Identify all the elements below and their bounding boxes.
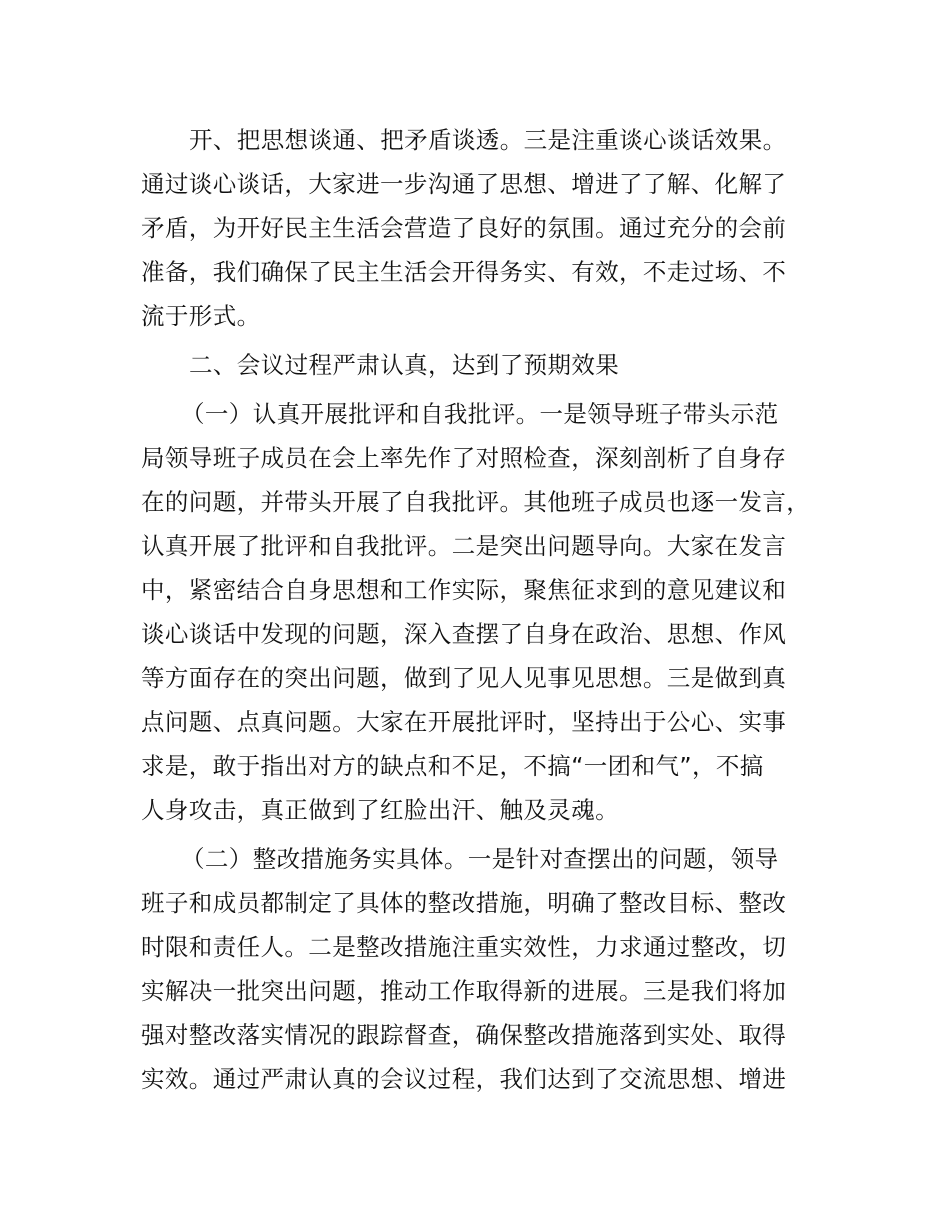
paragraph-line: 谈心谈话中发现的问题，深入查摆了自身在政治、思想、作风 (141, 620, 787, 648)
paragraph-line: 认真开展了批评和自我批评。二是突出问题导向。大家在发言 (141, 532, 787, 560)
paragraph-line: 在的问题，并带头开展了自我批评。其他班子成员也逐一发言， (141, 488, 811, 516)
paragraph-line: 点问题、点真问题。大家在开展批评时，坚持出于公心、实事 (141, 708, 787, 736)
document-body (141, 118, 831, 1101)
paragraph-line: 准备，我们确保了民主生活会开得务实、有效，不走过场、不 (141, 258, 787, 286)
paragraph-line: （二）整改措施务实具体。一是针对查摆出的问题，领导 (181, 845, 779, 873)
paragraph-line: 矛盾，为开好民主生活会营造了良好的氛围。通过充分的会前 (141, 214, 787, 242)
paragraph-line: 开、把思想谈通、把矛盾谈透。三是注重谈心谈话效果。 (189, 126, 787, 154)
paragraph-line: 求是，敢于指出对方的缺点和不足，不搞“一团和气”，不搞 (141, 752, 764, 780)
paragraph-line: 中，紧密结合自身思想和工作实际，聚焦征求到的意见建议和 (141, 576, 787, 604)
paragraph-line: 实解决一批突出问题，推动工作取得新的进展。三是我们将加 (141, 977, 787, 1005)
paragraph-line: 等方面存在的突出问题，做到了见人见事见思想。三是做到真 (141, 664, 787, 692)
section-heading: 二、会议过程严肃认真，达到了预期效果 (189, 351, 620, 379)
paragraph-line: （一）认真开展批评和自我批评。一是领导班子带头示范 (181, 400, 779, 428)
paragraph-line: 班子和成员都制定了具体的整改措施，明确了整改目标、整改 (141, 889, 787, 917)
paragraph-line: 实效。通过严肃认真的会议过程，我们达到了交流思想、增进 (141, 1065, 787, 1093)
paragraph-line: 通过谈心谈话，大家进一步沟通了思想、增进了了解、化解了 (141, 170, 787, 198)
paragraph-line: 流于形式。 (141, 302, 261, 330)
paragraph-line: 局领导班子成员在会上率先作了对照检查，深刻剖析了自身存 (141, 444, 787, 472)
paragraph-line: 时限和责任人。二是整改措施注重实效性，力求通过整改，切 (141, 933, 787, 961)
paragraph-line: 强对整改落实情况的跟踪督查，确保整改措施落到实处、取得 (141, 1021, 787, 1049)
paragraph-line: 人身攻击，真正做到了红脸出汗、触及灵魂。 (141, 796, 619, 824)
